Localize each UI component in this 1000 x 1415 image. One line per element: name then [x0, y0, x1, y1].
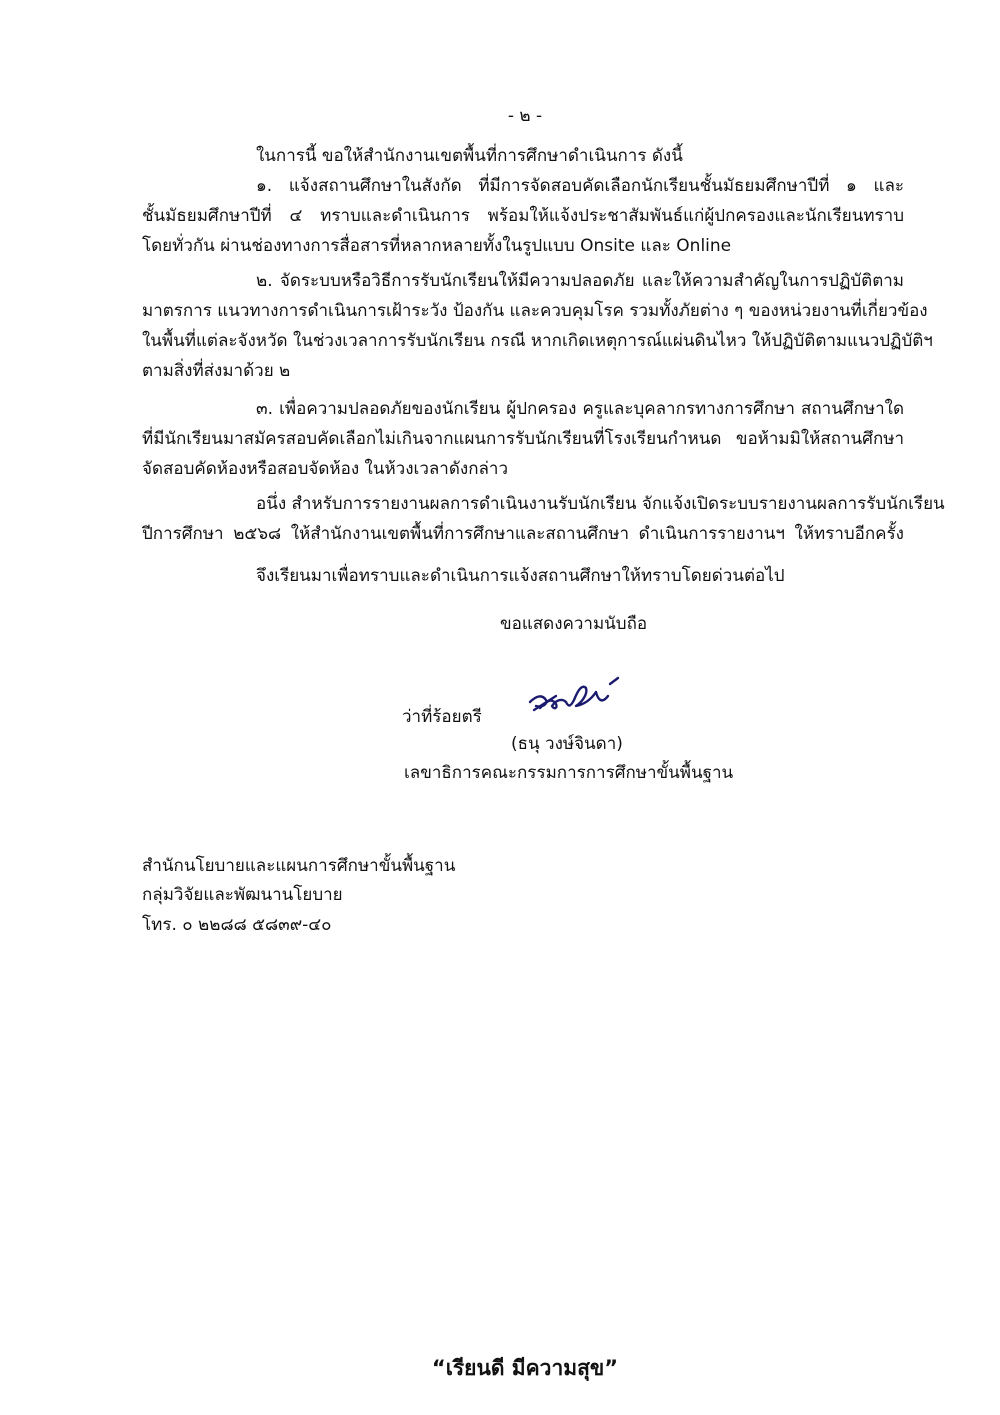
footer-slogan: “เรียนดี มีความสุข”	[431, 1356, 619, 1380]
item3-line3: จัดสอบคัดห้องหรือสอบจัดห้อง ในห้วงเวลาดังกล่าว	[142, 459, 508, 479]
intro-line: ในการนี้ ขอให้สำนักงานเขตพื้นที่การศึกษาดำเนินการ ดังนี้	[256, 146, 683, 166]
item2-line2: มาตรการ แนวทางการดำเนินการเฝ้าระวัง ป้องกัน และควบคุมโรค รวมทั้งภัยต่าง ๆ ของหน่วยงานที่เกี่ยวข้อง	[142, 301, 928, 321]
signer-name: (ธนุ วงษ์จินดา)	[511, 734, 623, 754]
contact-office: สำนักนโยบายและแผนการศึกษาขั้นพื้นฐาน	[142, 856, 456, 876]
item3-line1: ๓. เพื่อความปลอดภัยของนักเรียน ผู้ปกครอง ครูและบุคลากรทางการศึกษา สถานศึกษาใด	[256, 399, 904, 419]
item2-line3: ในพื้นที่แต่ละจังหวัด ในช่วงเวลาการรับนักเรียน กรณี หากเกิดเหตุการณ์แผ่นดินไหว ให้ปฏิบัติตามแนวปฏิบัติฯ	[142, 331, 933, 351]
item1-line3: โดยทั่วกัน ผ่านช่องทางการสื่อสารที่หลากหลายทั้งในรูปแบบ Onsite และ Online	[142, 236, 732, 256]
item2-line1: ๒. จัดระบบหรือวิธีการรับนักเรียนให้มีความปลอดภัย และให้ความสำคัญในการปฏิบัติตาม	[256, 271, 904, 291]
signer-rank: ว่าที่ร้อยตรี	[402, 707, 482, 727]
regards: ขอแสดงความนับถือ	[500, 614, 648, 634]
item1-line2: ชั้นมัธยมศึกษาปีที่ ๔ ทราบและดำเนินการ พร้อมให้แจ้งประชาสัมพันธ์แก่ผู้ปกครองและนักเรียนทราบ	[142, 206, 904, 226]
contact-phone: โทร. ๐ ๒๒๘๘ ๕๘๓๙-๔๐	[142, 915, 332, 935]
closing-line: จึงเรียนมาเพื่อทราบและดำเนินการแจ้งสถานศึกษาให้ทราบโดยด่วนต่อไป	[256, 566, 785, 586]
contact-group: กลุ่มวิจัยและพัฒนานโยบาย	[142, 885, 343, 905]
item3-line2: ที่มีนักเรียนมาสมัครสอบคัดเลือกไม่เกินจากแผนการรับนักเรียนที่โรงเรียนกำหนด ขอห้ามมิให้สถานศึกษา	[142, 429, 904, 449]
signer-position: เลขาธิการคณะกรรมการการศึกษาขั้นพื้นฐาน	[404, 763, 734, 783]
signature-image	[526, 670, 626, 722]
announcement-line2: ปีการศึกษา ๒๕๖๘ ให้สำนักงานเขตพื้นที่การศึกษาและสถานศึกษา ดำเนินการรายงานฯ ให้ทราบอีกครั้ง	[142, 524, 904, 544]
item2-line4: ตามสิ่งที่ส่งมาด้วย ๒	[142, 361, 291, 381]
announcement-line1: อนึ่ง สำหรับการรายงานผลการดำเนินงานรับนักเรียน จักแจ้งเปิดระบบรายงานผลการรับนักเรียน	[256, 494, 945, 514]
item1-line1: ๑. แจ้งสถานศึกษาในสังกัด ที่มีการจัดสอบคัดเลือกนักเรียนชั้นมัธยมศึกษาปีที่ ๑ และ	[256, 176, 904, 196]
page-number: - ๒ -	[507, 106, 543, 126]
